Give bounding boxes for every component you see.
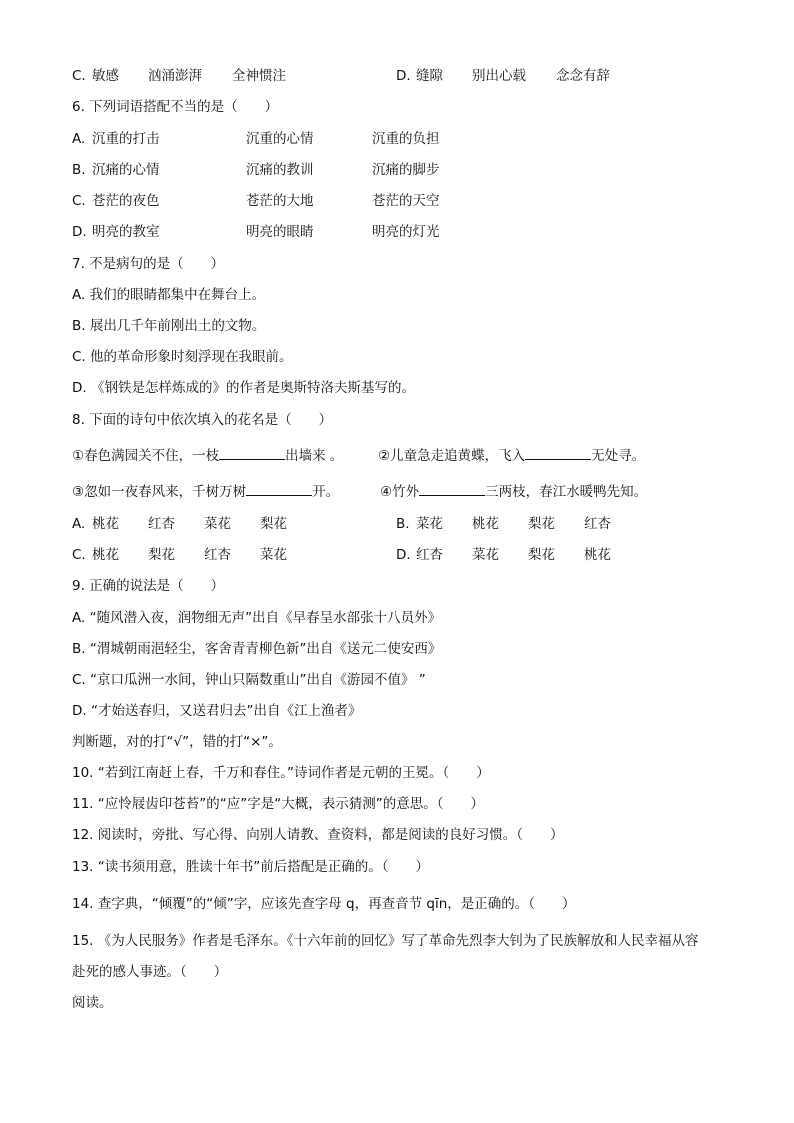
q8-option-d-item-1: 红杏 xyxy=(416,547,443,563)
q8-poem-3 xyxy=(72,482,339,502)
q8-blank-4 xyxy=(419,482,485,496)
judge-item-10: 10. “若到江南赶上春，千万和春住。”诗词作者是元朝的王冕。（ ） xyxy=(72,765,490,781)
q8-option-d-label: D. xyxy=(396,547,411,563)
q9-option-c: C. “京口瓜洲一水间，钟山只隔数重山”出自《游园不值》 ” xyxy=(72,672,426,688)
q5-option-c-word-3: 全神惯注 xyxy=(232,68,286,84)
q8-poem-1 xyxy=(72,446,343,466)
judge-item-11: 11. “应怜屐齿印苍苔”的“应”字是“大概，表示猜测”的意思。（ ） xyxy=(72,796,484,812)
q6-option-b-item-2: 沉痛的教训 xyxy=(246,162,314,178)
judge-item-15-line-2: 赴死的感人事迹。（ ） xyxy=(72,964,228,980)
q7-stem: 7. 不是病句的是（ ） xyxy=(72,256,225,272)
q8-option-c-item-2: 梨花 xyxy=(148,547,175,563)
q5-option-d-word-2: 别出心载 xyxy=(472,68,526,84)
q8-option-c-label: C. xyxy=(72,547,86,563)
q6-option-c-item-2: 苍茫的大地 xyxy=(246,193,314,209)
q6-option-a-item-2: 沉重的心情 xyxy=(246,131,314,147)
q6-option-a-item-3: 沉重的负担 xyxy=(372,131,440,147)
q8-blank-2 xyxy=(525,446,591,460)
q8-option-a-item-2: 红杏 xyxy=(148,516,175,532)
q8-poem-1-after: 出墙来 。 xyxy=(285,448,344,464)
q8-blank-3 xyxy=(246,482,312,496)
q8-option-a-label: A. xyxy=(72,516,86,532)
q6-option-c-item-3: 苍茫的天空 xyxy=(372,193,440,209)
q8-option-b-item-3: 梨花 xyxy=(528,516,555,532)
q8-option-a-item-3: 菜花 xyxy=(204,516,231,532)
q8-poem-4-before: ④竹外 xyxy=(380,484,420,500)
q6-option-d-label: D. xyxy=(72,224,87,240)
q6-option-d-item-3: 明亮的灯光 xyxy=(372,224,440,240)
judge-instruction: 判断题，对的打“√”，错的打“×”。 xyxy=(72,734,282,750)
q6-option-b-item-3: 沉痛的脚步 xyxy=(372,162,440,178)
q8-option-b-label: B. xyxy=(396,516,410,532)
q9-option-b: B. “渭城朝雨浥轻尘，客舍青青柳色新”出自《送元二使安西》 xyxy=(72,641,442,657)
q7-option-d: D. 《钢铁是怎样炼成的》的作者是奥斯特洛夫斯基写的。 xyxy=(72,380,415,396)
judge-item-12: 12. 阅读时，旁批、写心得、向别人请教、查资料，都是阅读的良好习惯。（ ） xyxy=(72,827,564,843)
q5-option-c-label: C. xyxy=(72,68,86,84)
q9-stem: 9. 正确的说法是（ ） xyxy=(72,578,225,594)
q6-option-c-label: C. xyxy=(72,193,86,209)
judge-item-14: 14. 查字典，“倾覆”的“倾”字，应该先查字母 q，再查音节 qīn，是正确的。（ ） xyxy=(72,896,576,912)
q9-option-d: D. “才始送春归，又送君归去”出自《江上渔者》 xyxy=(72,703,362,719)
q7-option-a: A. 我们的眼睛都集中在舞台上。 xyxy=(72,287,266,303)
q8-option-c-item-1: 桃花 xyxy=(92,547,119,563)
q8-option-b-item-1: 菜花 xyxy=(416,516,443,532)
q6-stem: 6. 下列词语搭配不当的是（ ） xyxy=(72,99,279,115)
q9-option-a: A. “随风潜入夜，润物细无声”出自《早春呈水部张十八员外》 xyxy=(72,610,442,626)
q6-option-b-label: B. xyxy=(72,162,86,178)
q5-option-d-word-3: 念念有辞 xyxy=(556,68,610,84)
q5-option-c-word-1: 敏感 xyxy=(92,68,119,84)
q8-stem: 8. 下面的诗句中依次填入的花名是（ ） xyxy=(72,412,333,428)
reading-label: 阅读。 xyxy=(72,995,113,1011)
judge-item-13: 13. “读书须用意，胜读十年书”前后搭配是正确的。（ ） xyxy=(72,859,429,875)
q6-option-a-label: A. xyxy=(72,131,86,147)
q6-option-b-item-1: 沉痛的心情 xyxy=(92,162,160,178)
q8-option-b-item-2: 桃花 xyxy=(472,516,499,532)
q7-option-b: B. 展出几千年前刚出土的文物。 xyxy=(72,318,266,334)
q6-option-c-item-1: 苍茫的夜色 xyxy=(92,193,160,209)
q7-option-c: C. 他的革命形象时刻浮现在我眼前。 xyxy=(72,349,293,365)
q6-option-a-item-1: 沉重的打击 xyxy=(92,131,160,147)
q8-option-c-item-4: 菜花 xyxy=(260,547,287,563)
q8-poem-4 xyxy=(380,482,647,502)
judge-item-15-line-1: 15. 《为人民服务》作者是毛泽东。《十六年前的回忆》写了革命先烈李大钊为了民族解放和人民幸福从容 xyxy=(72,933,699,949)
q8-option-d-item-2: 菜花 xyxy=(472,547,499,563)
q5-option-d-label: D. xyxy=(396,68,411,84)
q5-option-d-word-1: 缝隙 xyxy=(416,68,443,84)
q8-option-d-item-3: 梨花 xyxy=(528,547,555,563)
q8-poem-2-before: ②儿童急走追黄蝶，飞入 xyxy=(378,448,526,464)
q8-option-a-item-4: 梨花 xyxy=(260,516,287,532)
q8-option-a-item-1: 桃花 xyxy=(92,516,119,532)
q8-blank-1 xyxy=(219,446,285,460)
q8-poem-4-after: 三两枝，春江水暖鸭先知。 xyxy=(485,484,648,500)
q5-option-c-word-2: 汹涌澎湃 xyxy=(148,68,202,84)
q8-poem-2-after: 无处寻。 xyxy=(591,448,646,464)
q8-poem-1-before: ①春色满园关不住，一枝 xyxy=(72,448,220,464)
q8-poem-3-before: ③忽如一夜春风来，千树万树 xyxy=(72,484,247,500)
q8-option-d-item-4: 桃花 xyxy=(584,547,611,563)
q8-option-b-item-4: 红杏 xyxy=(584,516,611,532)
q6-option-d-item-2: 明亮的眼睛 xyxy=(246,224,314,240)
q8-option-c-item-3: 红杏 xyxy=(204,547,231,563)
q8-poem-2 xyxy=(378,446,645,466)
q8-poem-3-after: 开。 xyxy=(312,484,340,500)
q6-option-d-item-1: 明亮的教室 xyxy=(92,224,160,240)
